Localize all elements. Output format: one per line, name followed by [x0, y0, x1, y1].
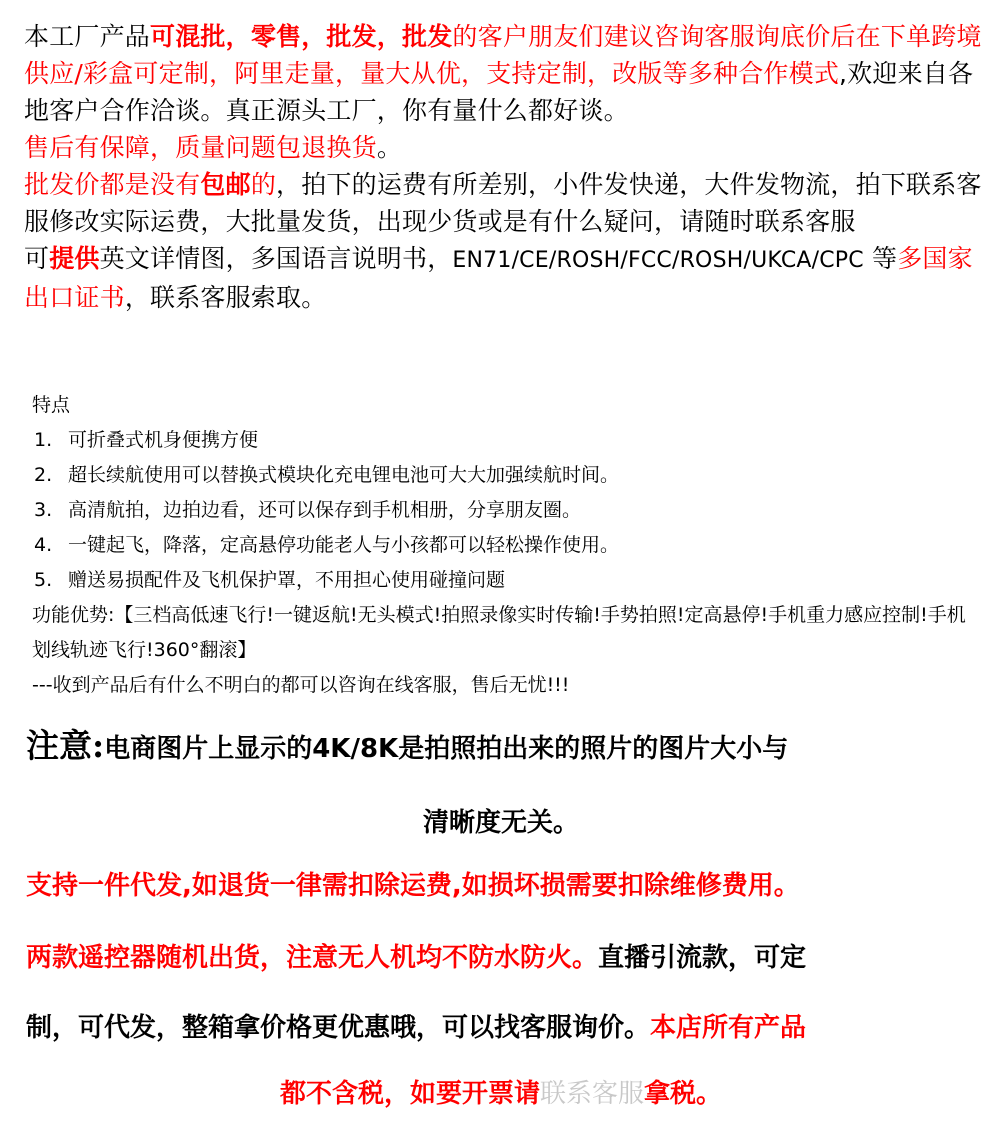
after-sales-text: 售后有保障，质量问题包退换货 [24, 133, 377, 162]
customization-text: 制，可代发，整箱拿价格更优惠哦，可以找客服询价。 [26, 1013, 651, 1043]
free-shipping-text: 包邮 [200, 170, 251, 199]
remote-notice: 两款遥控器随机出货，注意无人机均不防水防火。 [26, 943, 599, 973]
resolution-text: 4K/8K [312, 734, 399, 764]
attention-line-2: 清晰度无关。 [422, 808, 579, 838]
feature-number: 1. [34, 429, 53, 451]
tax-notice-start: 本店所有产品 [650, 1013, 807, 1043]
feature-text: 一键起飞，降落，定高悬停功能老人与小孩都可以轻松操作使用。 [68, 534, 620, 556]
notice-paragraph-4 [24, 240, 984, 316]
livestream-text: 直播引流款，可定 [598, 943, 807, 973]
notice-paragraph-1 [24, 18, 984, 129]
feature-number: 2. [34, 464, 53, 486]
attention-text: 电商图片上显示的 [104, 734, 313, 764]
attention-line [26, 718, 976, 777]
notice-paragraph-3 [24, 166, 984, 240]
tax-notice-end: 拿税。 [644, 1079, 723, 1109]
notice-section [24, 18, 984, 316]
bottom-section [26, 858, 976, 1122]
remote-notice-line [26, 930, 976, 986]
provide-etc: 等 [863, 244, 898, 273]
feature-advantages: 功能优势:【三档高低速飞行!一键返航!无头模式!拍照录像实时传输!手势拍照!定高悬停!手机重力感应控制!手机划线轨迹飞行!360°翻滚】 [32, 604, 966, 661]
notice-text: 本工厂产品 [24, 22, 151, 51]
feature-item [32, 458, 982, 493]
notice-text: ,欢迎来自各地客户合作洽谈。真正源头工厂，你有量什么都好谈。 [24, 59, 974, 125]
feature-text: 超长续航使用可以替换式模块化充电锂电池可大大加强续航时间。 [68, 464, 620, 486]
customization-line [26, 1000, 976, 1056]
wholesale-text: 批发价都是没有 [24, 170, 201, 199]
feature-number: 3. [34, 499, 53, 521]
after-sales-end: 。 [376, 133, 403, 162]
shipping-text: ，拍下的运费有所差别，小件发快递，大件发物流，拍下联系客服修改实际运费，大批量发货，出现少货或是有什么疑问，请随时联系客服 [24, 170, 982, 236]
attention-section [26, 718, 976, 851]
feature-item [32, 423, 982, 458]
features-title: 特点 [32, 394, 71, 416]
feature-item [32, 563, 982, 598]
feature-item [32, 493, 982, 528]
feature-text: 可折叠式机身便携方便 [68, 429, 259, 451]
dropship-policy: 支持一件代发,如退货一律需扣除运费,如损坏损需要扣除维修费用。 [26, 871, 800, 901]
contact-text: ，联系客服索取。 [124, 283, 327, 312]
provide-highlight: 提供 [49, 244, 100, 273]
feature-number: 5. [34, 569, 53, 591]
attention-text-end: 是拍照拍出来的照片的图片大小与 [398, 734, 789, 764]
feature-number: 4. [34, 534, 53, 556]
wholesale-text-end: 的 [250, 170, 277, 199]
provide-prefix: 可 [24, 244, 50, 273]
notice-paragraph-2 [24, 129, 984, 166]
feature-item [32, 528, 982, 563]
certificates-list: EN71/CE/ROSH/FCC/ROSH/UKCA/CPC [452, 248, 864, 273]
notice-text-red: 的客户朋友们建议咨询客服询底价后在下单跨境供应/彩盒可定制，阿里走量，量大从优，支持定制，改版等多种合作模式 [24, 22, 982, 88]
provide-text: 英文详情图，多国语言说明书， [99, 244, 453, 273]
notice-highlight: 可混批，零售，批发，批发 [150, 22, 453, 51]
feature-text: 赠送易损配件及飞机保护罩，不用担心使用碰撞问题 [68, 569, 506, 591]
attention-label: 注意: [26, 726, 105, 765]
tax-notice: 都不含税，如要开票请 [279, 1079, 540, 1109]
features-section [32, 388, 982, 703]
tax-notice-line [26, 1066, 976, 1122]
feature-closing: ---收到产品后有什么不明白的都可以咨询在线客服，售后无忧!!! [32, 674, 570, 696]
export-certificates: 多国家出口证书 [24, 244, 973, 312]
contact-service-watermark: 联系客服 [539, 1079, 644, 1109]
feature-text: 高清航拍，边拍边看，还可以保存到手机相册，分享朋友圈。 [68, 499, 582, 521]
